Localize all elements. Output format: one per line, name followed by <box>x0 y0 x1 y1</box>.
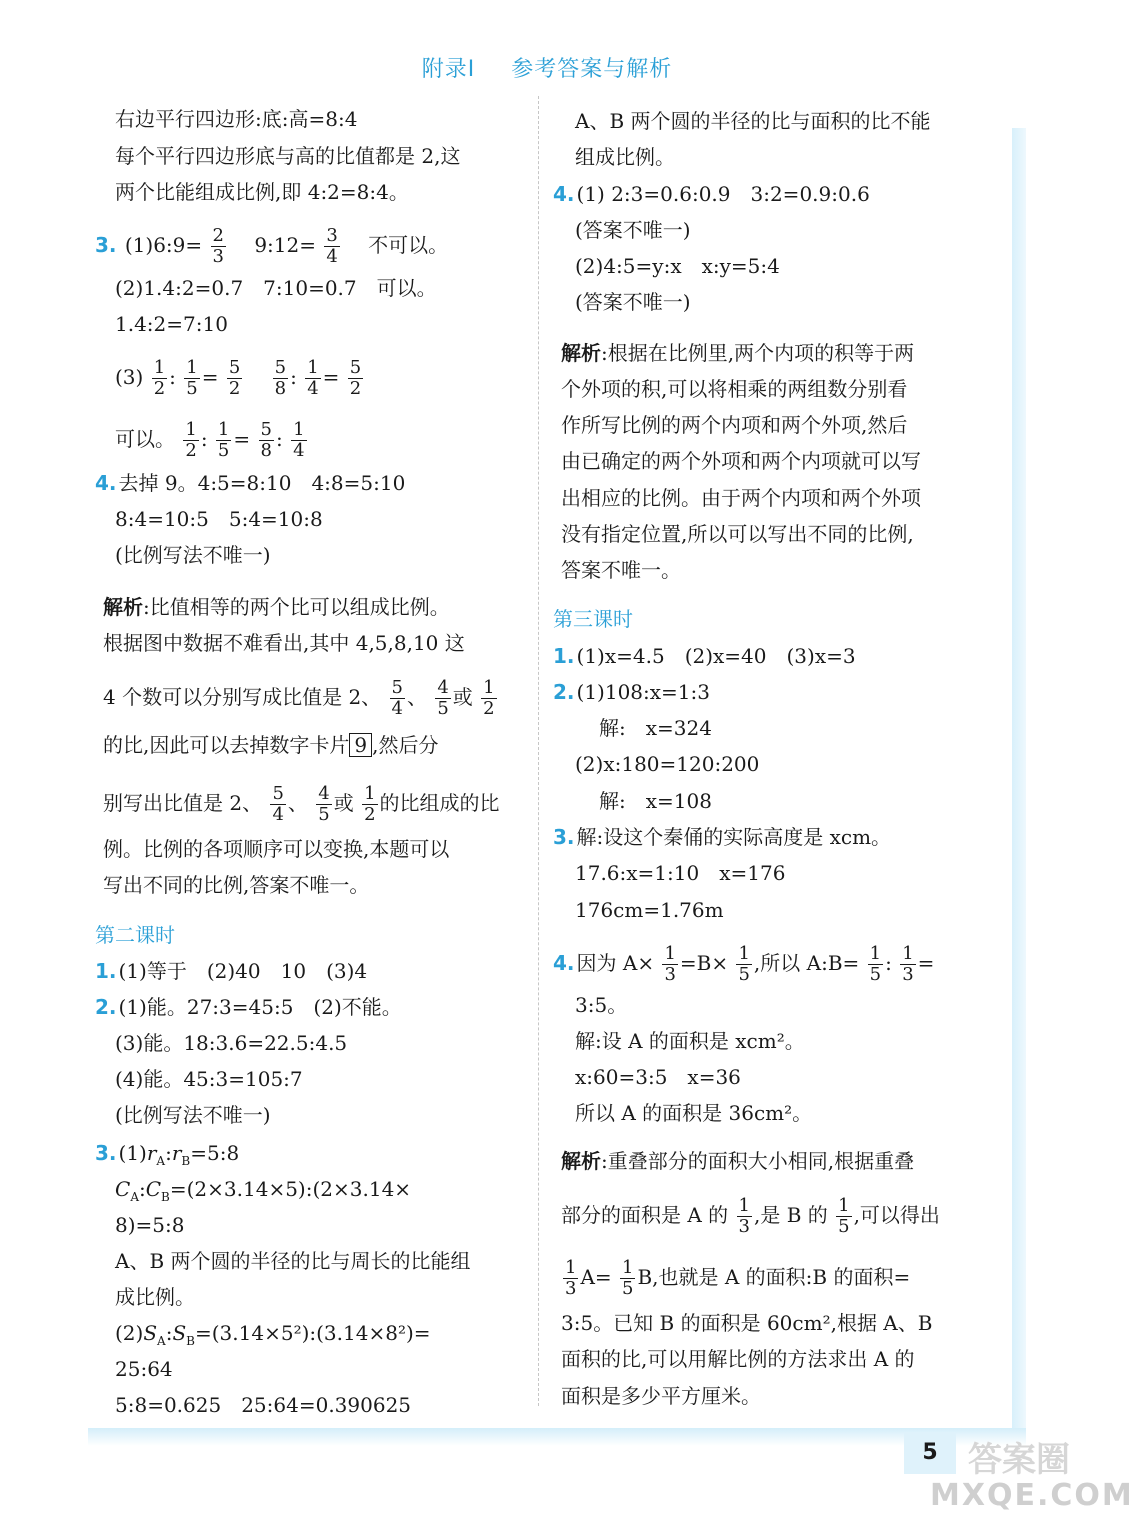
analysis-fraction-line: 4 个数可以分别写成比值是 2、 $\frac{5}{4}$ 、 $\frac{4}{5}$ 或 $\frac{1}{2}$ <box>103 677 495 719</box>
header-title: 参考答案与解析 <box>511 57 673 82</box>
text-line: 个外项的积,可以将相乘的两组数分别看 <box>561 377 908 401</box>
text-line: 作所写比例的两个内项和两个外项,然后 <box>561 413 908 437</box>
watermark-logo: 答案圈 <box>968 1440 1070 1480</box>
text-line: 每个平行四边形底与高的比值都是 2,这 <box>115 144 461 168</box>
text-line: 根据图中数据不难看出,其中 4,5,8,10 这 <box>103 631 465 655</box>
text-line: (比例写法不唯一) <box>115 1103 271 1127</box>
fraction: $\frac{2}{3}$ <box>212 225 224 267</box>
text-line: 5:8=0.625 25:64=0.390625 <box>115 1393 412 1417</box>
fraction: $\frac{3}{4}$ <box>326 225 338 267</box>
question-3 <box>95 226 448 267</box>
text-line: 17.6:x=1:10 x=176 <box>575 861 786 885</box>
fraction-equation: 可以。 $\frac{1}{2}$ : $\frac{1}{5}$ = $\frac{5}{8}$ : $\frac{1}{4}$ <box>115 419 305 461</box>
text-line: (2)x:180=120:200 <box>575 752 760 776</box>
question-4: 4. 去掉 9。4:5=8:10 4:8=5:10 <box>95 471 406 495</box>
text-line: 组成比例。 <box>575 145 675 169</box>
question-number: 3. <box>95 233 117 257</box>
page-header <box>0 52 1094 83</box>
analysis-line: 的比,因此可以去掉数字卡片 9 ,然后分 <box>103 733 439 757</box>
bottom-bar <box>88 1428 1026 1446</box>
appendix-label: 附录Ⅰ <box>421 57 476 82</box>
text-line: (4)能。45:3=105:7 <box>115 1067 303 1091</box>
question-2: 2. (1)108:x=1:3 <box>553 680 710 704</box>
analysis-fraction-line: 别写出比值是 2、 $\frac{5}{4}$ 、 $\frac{4}{5}$ 或 $\frac{1}{2}$ 的比组成的比 <box>103 783 500 825</box>
text-line: 所以 A 的面积是 36cm²。 <box>575 1101 813 1125</box>
text-line: 两个比能组成比例,即 4:2=8:4。 <box>115 180 409 204</box>
text-line: (2)1.4:2=0.7 7:10=0.7 可以。 <box>115 276 437 300</box>
analysis-line: 解析:根据在比例里,两个内项的积等于两 <box>561 341 915 365</box>
analysis-fraction-line: $\frac{1}{3}$ A= $\frac{1}{5}$ B,也就是 A 的面积:B 的面积= <box>565 1257 911 1299</box>
text-line: 25:64 <box>115 1357 173 1381</box>
text: 9:12= <box>254 233 316 257</box>
question-1: 1. (1)等于 (2)40 10 (3)4 <box>95 959 368 983</box>
text-line: (2)4:5=y:x x:y=5:4 <box>575 254 780 278</box>
number-card: 9 <box>349 733 372 757</box>
analysis-fraction-line: 部分的面积是 A 的 $\frac{1}{3}$ ,是 B 的 $\frac{1}{5}$ ,可以得出 <box>561 1195 940 1237</box>
text-line: (答案不唯一) <box>575 290 691 314</box>
text-line: 面积是多少平方厘米。 <box>561 1384 761 1408</box>
text-line: 解:设 A 的面积是 xcm²。 <box>575 1029 805 1053</box>
text-line: (答案不唯一) <box>575 218 691 242</box>
fraction-equation: (3) $\frac{1}{2}$ : $\frac{1}{5}$ = $\frac{5}{2}$ $\frac{5}{8}$ : $\frac{1}{4}$ = $\frac{5}{2}$ <box>115 357 362 399</box>
text-line: 出相应的比例。由于两个内项和两个外项 <box>561 486 921 510</box>
question-1: 1. (1)x=4.5 (2)x=40 (3)x=3 <box>553 644 856 668</box>
text-line: 由已确定的两个外项和两个内项就可以写 <box>561 449 921 473</box>
question-3: 3. $(1)r_A:r_B=5:8$ <box>95 1141 240 1168</box>
watermark: MXQE.COM <box>930 1478 1134 1513</box>
text-line: (比例写法不唯一) <box>115 543 271 567</box>
text-line: x:60=3:5 x=36 <box>575 1065 741 1089</box>
text-line: 1.4:2=7:10 <box>115 312 228 336</box>
right-edge-bar <box>1012 128 1026 1428</box>
analysis-line: 解析:重叠部分的面积大小相同,根据重叠 <box>561 1149 915 1173</box>
text-line: 没有指定位置,所以可以写出不同的比例, <box>561 522 914 546</box>
text-line: 面积的比,可以用解比例的方法求出 A 的 <box>561 1347 915 1371</box>
text: (1)6:9= <box>124 233 203 257</box>
text-line: 解: x=108 <box>599 789 712 813</box>
text-line: 8:4=10:5 5:4=10:8 <box>115 507 323 531</box>
text-line: 成比例。 <box>115 1285 195 1309</box>
column-divider <box>538 96 539 1406</box>
text-line: 176cm=1.76m <box>575 898 724 922</box>
text-line: 8)=5:8 <box>115 1213 185 1237</box>
text-line: 3:5。 <box>575 993 628 1017</box>
section-title: 第二课时 <box>95 923 175 947</box>
analysis-line: 解析:比值相等的两个比可以组成比例。 <box>103 595 450 619</box>
text: 不可以。 <box>368 233 449 257</box>
section-title: 第三课时 <box>553 607 633 631</box>
text-line: $C_A:C_B=(2\times 3.14\times 5):(2\times 3.14\times$ <box>115 1177 412 1204</box>
text-line: 解: x=324 <box>599 716 712 740</box>
text-line: (3)能。18:3.6=22.5:4.5 <box>115 1031 348 1055</box>
text-line: A、B 两个圆的半径的比与周长的比能组 <box>115 1249 471 1273</box>
question-4: 4. 因为 A× $\frac{1}{3}$ =B× $\frac{1}{5}$ ,所以 A:B= $\frac{1}{5}$ : $\frac{1}{3}$ = <box>553 943 935 985</box>
question-3: 3. 解:设这个秦俑的实际高度是 xcm。 <box>553 825 892 849</box>
text-line: 答案不唯一。 <box>561 558 681 582</box>
text-line: 3:5。已知 B 的面积是 60cm²,根据 A、B <box>561 1311 933 1335</box>
text-line: 例。比例的各项顺序可以变换,本题可以 <box>103 837 450 861</box>
question-4: 4. (1) 2:3=0.6:0.9 3:2=0.9:0.6 <box>553 182 870 206</box>
text-line: A、B 两个圆的半径的比与面积的比不能 <box>575 109 931 133</box>
text-line: 右边平行四边形:底:高=8:4 <box>115 107 358 131</box>
text-line: 写出不同的比例,答案不唯一。 <box>103 873 370 897</box>
page-number: 5 <box>904 1432 956 1474</box>
question-2: 2. (1)能。27:3=45:5 (2)不能。 <box>95 995 402 1019</box>
text-line: $(2)S_A:S_B=(3.14\times 5^2):(3.14\times 8^2)=$ <box>115 1321 431 1348</box>
